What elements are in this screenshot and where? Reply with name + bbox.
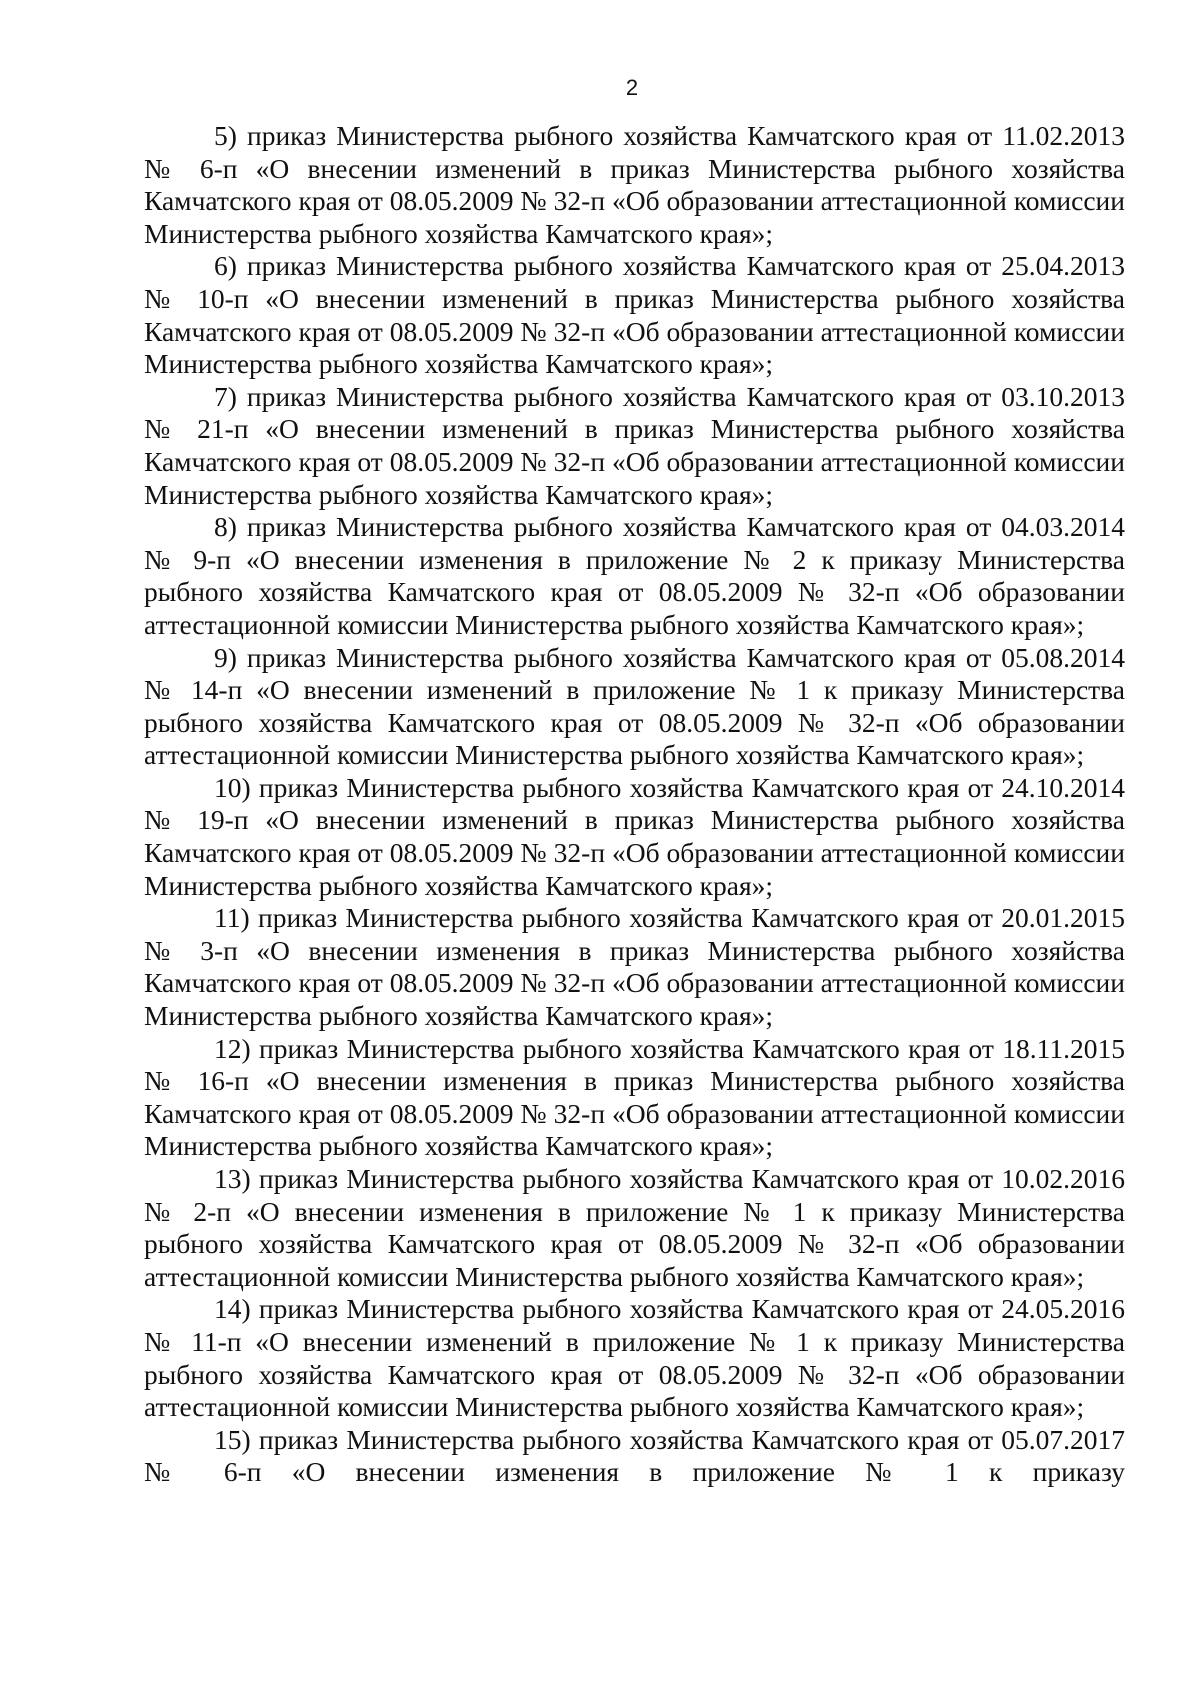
document-body <box>144 120 1125 1489</box>
list-item: 9) приказ Министерства рыбного хозяйства Камчатского края от 05.08.2014 № 14-п «О внесении изменений в приложение № 1 к приказу Министерства рыбного хозяйства Камчатского края от 08.05.2009 № 32-п «Об образовании аттестационной комиссии Министерства рыбного хозяйства Камчатского края»; <box>144 641 1125 771</box>
list-item: 11) приказ Министерства рыбного хозяйства Камчатского края от 20.01.2015 № 3-п «О внесении изменения в приказ Министерства рыбного хозяйства Камчатского края от 08.05.2009 № 32-п «Об образовании аттестационной комиссии Министерства рыбного хозяйства Камчатского края»; <box>144 902 1125 1032</box>
list-item: 15) приказ Министерства рыбного хозяйства Камчатского края от 05.07.2017 № 6-п «О внесении изменения в приложение № 1 к приказу <box>144 1423 1125 1488</box>
list-item: 12) приказ Министерства рыбного хозяйства Камчатского края от 18.11.2015 № 16-п «О внесении изменения в приказ Министерства рыбного хозяйства Камчатского края от 08.05.2009 № 32-п «Об образовании аттестационной комиссии Министерства рыбного хозяйства Камчатского края»; <box>144 1032 1125 1162</box>
list-item: 6) приказ Министерства рыбного хозяйства Камчатского края от 25.04.2013 № 10-п «О внесении изменений в приказ Министерства рыбного хозяйства Камчатского края от 08.05.2009 № 32-п «Об образовании аттестационной комиссии Министерства рыбного хозяйства Камчатского края»; <box>144 250 1125 380</box>
list-item: 10) приказ Министерства рыбного хозяйства Камчатского края от 24.10.2014 № 19-п «О внесении изменений в приказ Министерства рыбного хозяйства Камчатского края от 08.05.2009 № 32-п «Об образовании аттестационной комиссии Министерства рыбного хозяйства Камчатского края»; <box>144 771 1125 901</box>
list-item: 7) приказ Министерства рыбного хозяйства Камчатского края от 03.10.2013 № 21-п «О внесении изменений в приказ Министерства рыбного хозяйства Камчатского края от 08.05.2009 № 32-п «Об образовании аттестационной комиссии Министерства рыбного хозяйства Камчатского края»; <box>144 380 1125 510</box>
list-item: 5) приказ Министерства рыбного хозяйства Камчатского края от 11.02.2013 № 6-п «О внесении изменений в приказ Министерства рыбного хозяйства Камчатского края от 08.05.2009 № 32-п «Об образовании аттестационной комиссии Министерства рыбного хозяйства Камчатского края»; <box>144 120 1125 249</box>
list-item: 13) приказ Министерства рыбного хозяйства Камчатского края от 10.02.2016 № 2-п «О внесении изменения в приложение № 1 к приказу Министерства рыбного хозяйства Камчатского края от 08.05.2009 № 32-п «Об образовании аттестационной комиссии Министерства рыбного хозяйства Камчатского края»; <box>144 1163 1125 1292</box>
list-item: 8) приказ Министерства рыбного хозяйства Камчатского края от 04.03.2014 № 9-п «О внесении изменения в приложение № 2 к приказу Министерства рыбного хозяйства Камчатского края от 08.05.2009 № 32-п «Об образовании аттестационной комиссии Министерства рыбного хозяйства Камчатского края»; <box>144 511 1125 640</box>
list-item: 14) приказ Министерства рыбного хозяйства Камчатского края от 24.05.2016 № 11-п «О внесении изменений в приложение № 1 к приказу Министерства рыбного хозяйства Камчатского края от 08.05.2009 № 32-п «Об образовании аттестационной комиссии Министерства рыбного хозяйства Камчатского края»; <box>144 1293 1125 1423</box>
page-number: 2 <box>625 75 639 100</box>
